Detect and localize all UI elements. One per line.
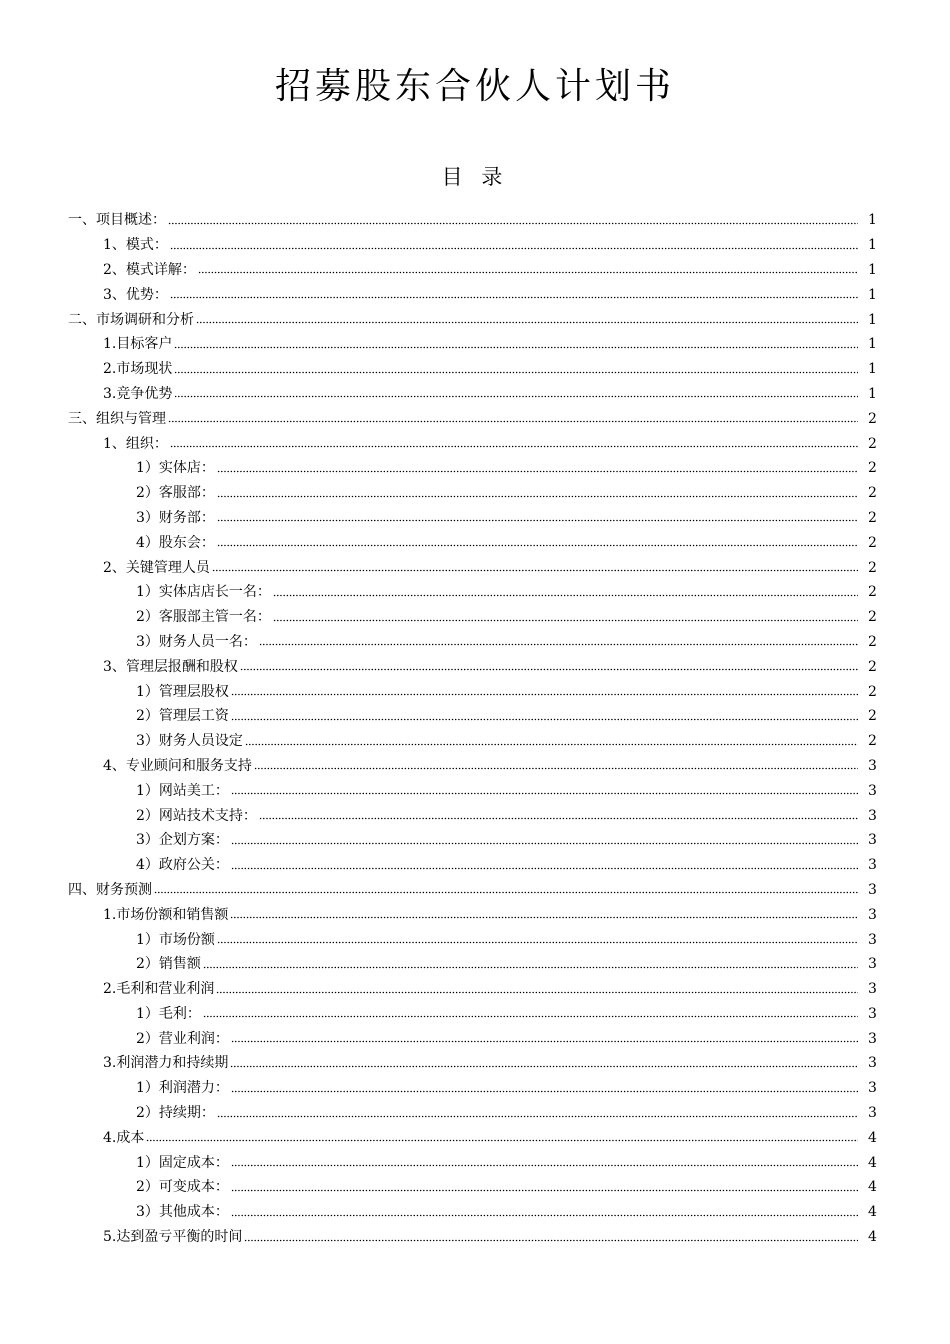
toc-entry-page-number: 4 bbox=[868, 1129, 877, 1146]
toc-entry[interactable] bbox=[0, 1200, 950, 1225]
toc-entry-page-number: 3 bbox=[868, 1080, 877, 1097]
toc-entry-label: 四、财务预测 bbox=[68, 881, 152, 898]
toc-entry-page-number: 2 bbox=[868, 683, 877, 700]
toc-entry-label: 3）财务人员一名： bbox=[136, 633, 257, 650]
toc-entry-label: 1.目标客户 bbox=[103, 336, 173, 353]
toc-entry-page-number: 2 bbox=[868, 509, 877, 526]
table-of-contents bbox=[0, 208, 950, 1249]
toc-entry-label: 3）财务部： bbox=[136, 509, 215, 526]
toc-entry-page-number: 1 bbox=[868, 237, 877, 254]
toc-entry[interactable] bbox=[0, 729, 950, 754]
toc-entry-label: 2、关键管理人员 bbox=[103, 559, 210, 576]
toc-entry[interactable] bbox=[0, 1002, 950, 1027]
toc-dot-leader bbox=[259, 640, 858, 650]
toc-entry-page-number: 3 bbox=[868, 1105, 877, 1122]
toc-dot-leader bbox=[203, 1012, 858, 1022]
toc-entry-page-number: 1 bbox=[868, 336, 877, 353]
toc-dot-leader bbox=[216, 987, 858, 997]
toc-dot-leader bbox=[231, 1210, 858, 1220]
toc-entry[interactable] bbox=[0, 555, 950, 580]
toc-dot-leader bbox=[196, 318, 858, 328]
toc-entry[interactable] bbox=[0, 704, 950, 729]
toc-dot-leader bbox=[245, 739, 858, 749]
toc-entry-label: 1）网站美工： bbox=[136, 782, 229, 799]
toc-dot-leader bbox=[230, 913, 858, 923]
toc-dot-leader bbox=[217, 541, 858, 551]
toc-entry-page-number: 2 bbox=[868, 708, 877, 725]
toc-entry-page-number: 3 bbox=[868, 832, 877, 849]
toc-dot-leader bbox=[240, 665, 858, 675]
toc-entry-page-number: 1 bbox=[868, 286, 877, 303]
toc-entry-page-number: 3 bbox=[868, 881, 877, 898]
toc-entry-label: 2）持续期： bbox=[136, 1105, 215, 1122]
toc-entry-page-number: 2 bbox=[868, 658, 877, 675]
toc-dot-leader bbox=[203, 962, 858, 972]
toc-dot-leader bbox=[273, 615, 858, 625]
toc-entry-label: 3）财务人员设定 bbox=[136, 733, 243, 750]
toc-entry[interactable] bbox=[0, 233, 950, 258]
toc-entry-label: 2）客服部主管一名： bbox=[136, 609, 271, 626]
toc-entry-label: 2.毛利和营业利润 bbox=[103, 981, 215, 998]
toc-dot-leader bbox=[174, 367, 858, 377]
toc-dot-leader bbox=[231, 838, 858, 848]
toc-entry[interactable] bbox=[0, 803, 950, 828]
toc-entry-label: 二、市场调研和分析 bbox=[68, 311, 194, 328]
toc-entry-page-number: 3 bbox=[868, 981, 877, 998]
toc-entry[interactable] bbox=[0, 679, 950, 704]
toc-entry[interactable] bbox=[0, 828, 950, 853]
toc-entry-page-number: 1 bbox=[868, 212, 877, 229]
toc-dot-leader bbox=[217, 491, 858, 501]
toc-entry-label: 3.竞争优势 bbox=[103, 385, 173, 402]
toc-dot-leader bbox=[244, 1235, 858, 1245]
toc-entry-label: 1）实体店： bbox=[136, 460, 215, 477]
toc-entry[interactable] bbox=[0, 630, 950, 655]
toc-entry-page-number: 3 bbox=[868, 931, 877, 948]
toc-entry[interactable] bbox=[0, 754, 950, 779]
toc-dot-leader bbox=[231, 1161, 858, 1171]
toc-entry-label: 2）可变成本： bbox=[136, 1179, 229, 1196]
toc-entry[interactable] bbox=[0, 282, 950, 307]
toc-dot-leader bbox=[254, 764, 858, 774]
toc-entry-label: 2）管理层工资 bbox=[136, 708, 229, 725]
toc-entry[interactable] bbox=[0, 307, 950, 332]
toc-entry-label: 4、专业顾问和服务支持 bbox=[103, 757, 252, 774]
toc-dot-leader bbox=[174, 342, 858, 352]
toc-entry-label: 3）其他成本： bbox=[136, 1204, 229, 1221]
toc-entry[interactable] bbox=[0, 878, 950, 903]
toc-entry[interactable] bbox=[0, 530, 950, 555]
toc-entry[interactable] bbox=[0, 208, 950, 233]
toc-entry-label: 4）政府公关： bbox=[136, 857, 229, 874]
toc-dot-leader bbox=[231, 690, 858, 700]
toc-entry-label: 1）实体店店长一名： bbox=[136, 584, 271, 601]
toc-entry-label: 1、组织： bbox=[103, 435, 168, 452]
toc-entry[interactable] bbox=[0, 952, 950, 977]
toc-entry-label: 2）客服部： bbox=[136, 485, 215, 502]
toc-dot-leader bbox=[168, 218, 858, 228]
toc-dot-leader bbox=[230, 1061, 858, 1071]
toc-entry-label: 1）利润潜力： bbox=[136, 1080, 229, 1097]
toc-entry-label: 2）网站技术支持： bbox=[136, 807, 257, 824]
toc-entry-label: 三、组织与管理 bbox=[68, 410, 166, 427]
toc-entry-label: 3.利润潜力和持续期 bbox=[103, 1055, 229, 1072]
toc-entry[interactable] bbox=[0, 1076, 950, 1101]
toc-entry-page-number: 2 bbox=[868, 534, 877, 551]
toc-entry[interactable] bbox=[0, 1225, 950, 1250]
toc-entry[interactable] bbox=[0, 902, 950, 927]
toc-dot-leader bbox=[168, 417, 858, 427]
toc-dot-leader bbox=[231, 789, 858, 799]
toc-entry[interactable] bbox=[0, 1150, 950, 1175]
toc-entry[interactable] bbox=[0, 927, 950, 952]
toc-entry-label: 1）市场份额 bbox=[136, 931, 215, 948]
toc-entry[interactable] bbox=[0, 605, 950, 630]
toc-entry[interactable] bbox=[0, 481, 950, 506]
toc-dot-leader bbox=[154, 888, 858, 898]
toc-entry-page-number: 2 bbox=[868, 460, 877, 477]
toc-entry[interactable] bbox=[0, 1051, 950, 1076]
toc-entry-label: 1、模式： bbox=[103, 237, 168, 254]
toc-dot-leader bbox=[259, 814, 858, 824]
toc-entry-page-number: 3 bbox=[868, 906, 877, 923]
toc-entry[interactable] bbox=[0, 506, 950, 531]
toc-entry-page-number: 3 bbox=[868, 782, 877, 799]
toc-entry-label: 1）管理层股权 bbox=[136, 683, 229, 700]
toc-entry-label: 一、项目概述： bbox=[68, 212, 166, 229]
toc-entry-label: 1.市场份额和销售额 bbox=[103, 906, 229, 923]
toc-entry-page-number: 2 bbox=[868, 733, 877, 750]
toc-entry-page-number: 3 bbox=[868, 757, 877, 774]
toc-dot-leader bbox=[231, 1037, 858, 1047]
toc-entry-label: 2、模式详解： bbox=[103, 261, 196, 278]
toc-entry[interactable] bbox=[0, 853, 950, 878]
toc-entry[interactable] bbox=[0, 382, 950, 407]
toc-dot-leader bbox=[198, 268, 858, 278]
toc-dot-leader bbox=[217, 938, 858, 948]
toc-entry-label: 3、优势： bbox=[103, 286, 168, 303]
toc-entry-page-number: 4 bbox=[868, 1229, 877, 1246]
toc-entry-label: 4.成本 bbox=[103, 1129, 145, 1146]
toc-entry[interactable] bbox=[0, 1026, 950, 1051]
toc-entry[interactable] bbox=[0, 332, 950, 357]
toc-dot-leader bbox=[212, 566, 858, 576]
toc-entry-label: 3）企划方案： bbox=[136, 832, 229, 849]
toc-entry-page-number: 3 bbox=[868, 1030, 877, 1047]
toc-entry-page-number: 3 bbox=[868, 807, 877, 824]
toc-entry-page-number: 2 bbox=[868, 633, 877, 650]
toc-entry[interactable] bbox=[0, 580, 950, 605]
toc-dot-leader bbox=[231, 1086, 858, 1096]
toc-entry[interactable] bbox=[0, 431, 950, 456]
toc-entry-page-number: 1 bbox=[868, 385, 877, 402]
toc-heading: 目 录 bbox=[441, 165, 509, 189]
toc-dot-leader bbox=[174, 392, 858, 402]
toc-dot-leader bbox=[170, 293, 858, 303]
toc-entry-page-number: 3 bbox=[868, 1055, 877, 1072]
toc-dot-leader bbox=[217, 516, 858, 526]
toc-entry-page-number: 1 bbox=[868, 361, 877, 378]
toc-entry[interactable] bbox=[0, 1175, 950, 1200]
toc-dot-leader bbox=[217, 466, 858, 476]
toc-entry-label: 4）股东会： bbox=[136, 534, 215, 551]
toc-entry[interactable] bbox=[0, 778, 950, 803]
toc-dot-leader bbox=[231, 714, 858, 724]
toc-entry-page-number: 3 bbox=[868, 857, 877, 874]
toc-dot-leader bbox=[231, 1185, 858, 1195]
toc-entry-label: 2.市场现状 bbox=[103, 361, 173, 378]
toc-entry-label: 1）固定成本： bbox=[136, 1154, 229, 1171]
toc-entry-page-number: 2 bbox=[868, 584, 877, 601]
toc-entry-label: 1）毛利： bbox=[136, 1005, 201, 1022]
toc-entry-page-number: 2 bbox=[868, 609, 877, 626]
toc-entry-label: 3、管理层报酬和股权 bbox=[103, 658, 238, 675]
toc-entry-page-number: 2 bbox=[868, 410, 877, 427]
toc-dot-leader bbox=[146, 1136, 858, 1146]
toc-dot-leader bbox=[170, 243, 858, 253]
toc-dot-leader bbox=[217, 1111, 858, 1121]
toc-entry-label: 5.达到盈亏平衡的时间 bbox=[103, 1229, 243, 1246]
toc-entry-page-number: 2 bbox=[868, 485, 877, 502]
toc-entry[interactable] bbox=[0, 1101, 950, 1126]
toc-entry[interactable] bbox=[0, 654, 950, 679]
toc-entry[interactable] bbox=[0, 977, 950, 1002]
toc-entry-page-number: 3 bbox=[868, 956, 877, 973]
toc-entry-page-number: 3 bbox=[868, 1005, 877, 1022]
toc-entry-label: 2）销售额 bbox=[136, 956, 201, 973]
toc-entry-label: 2）营业利润： bbox=[136, 1030, 229, 1047]
toc-entry[interactable] bbox=[0, 456, 950, 481]
toc-dot-leader bbox=[170, 442, 858, 452]
toc-entry[interactable] bbox=[0, 1125, 950, 1150]
toc-entry-page-number: 4 bbox=[868, 1154, 877, 1171]
toc-entry[interactable] bbox=[0, 258, 950, 283]
toc-entry[interactable] bbox=[0, 357, 950, 382]
toc-entry-page-number: 4 bbox=[868, 1204, 877, 1221]
toc-entry[interactable] bbox=[0, 406, 950, 431]
toc-dot-leader bbox=[273, 590, 858, 600]
toc-entry-page-number: 1 bbox=[868, 261, 877, 278]
toc-dot-leader bbox=[231, 863, 858, 873]
toc-entry-page-number: 2 bbox=[868, 435, 877, 452]
toc-entry-page-number: 4 bbox=[868, 1179, 877, 1196]
toc-entry-page-number: 1 bbox=[868, 311, 877, 328]
toc-entry-page-number: 2 bbox=[868, 559, 877, 576]
document-title: 招募股东合伙人计划书 bbox=[274, 66, 675, 107]
